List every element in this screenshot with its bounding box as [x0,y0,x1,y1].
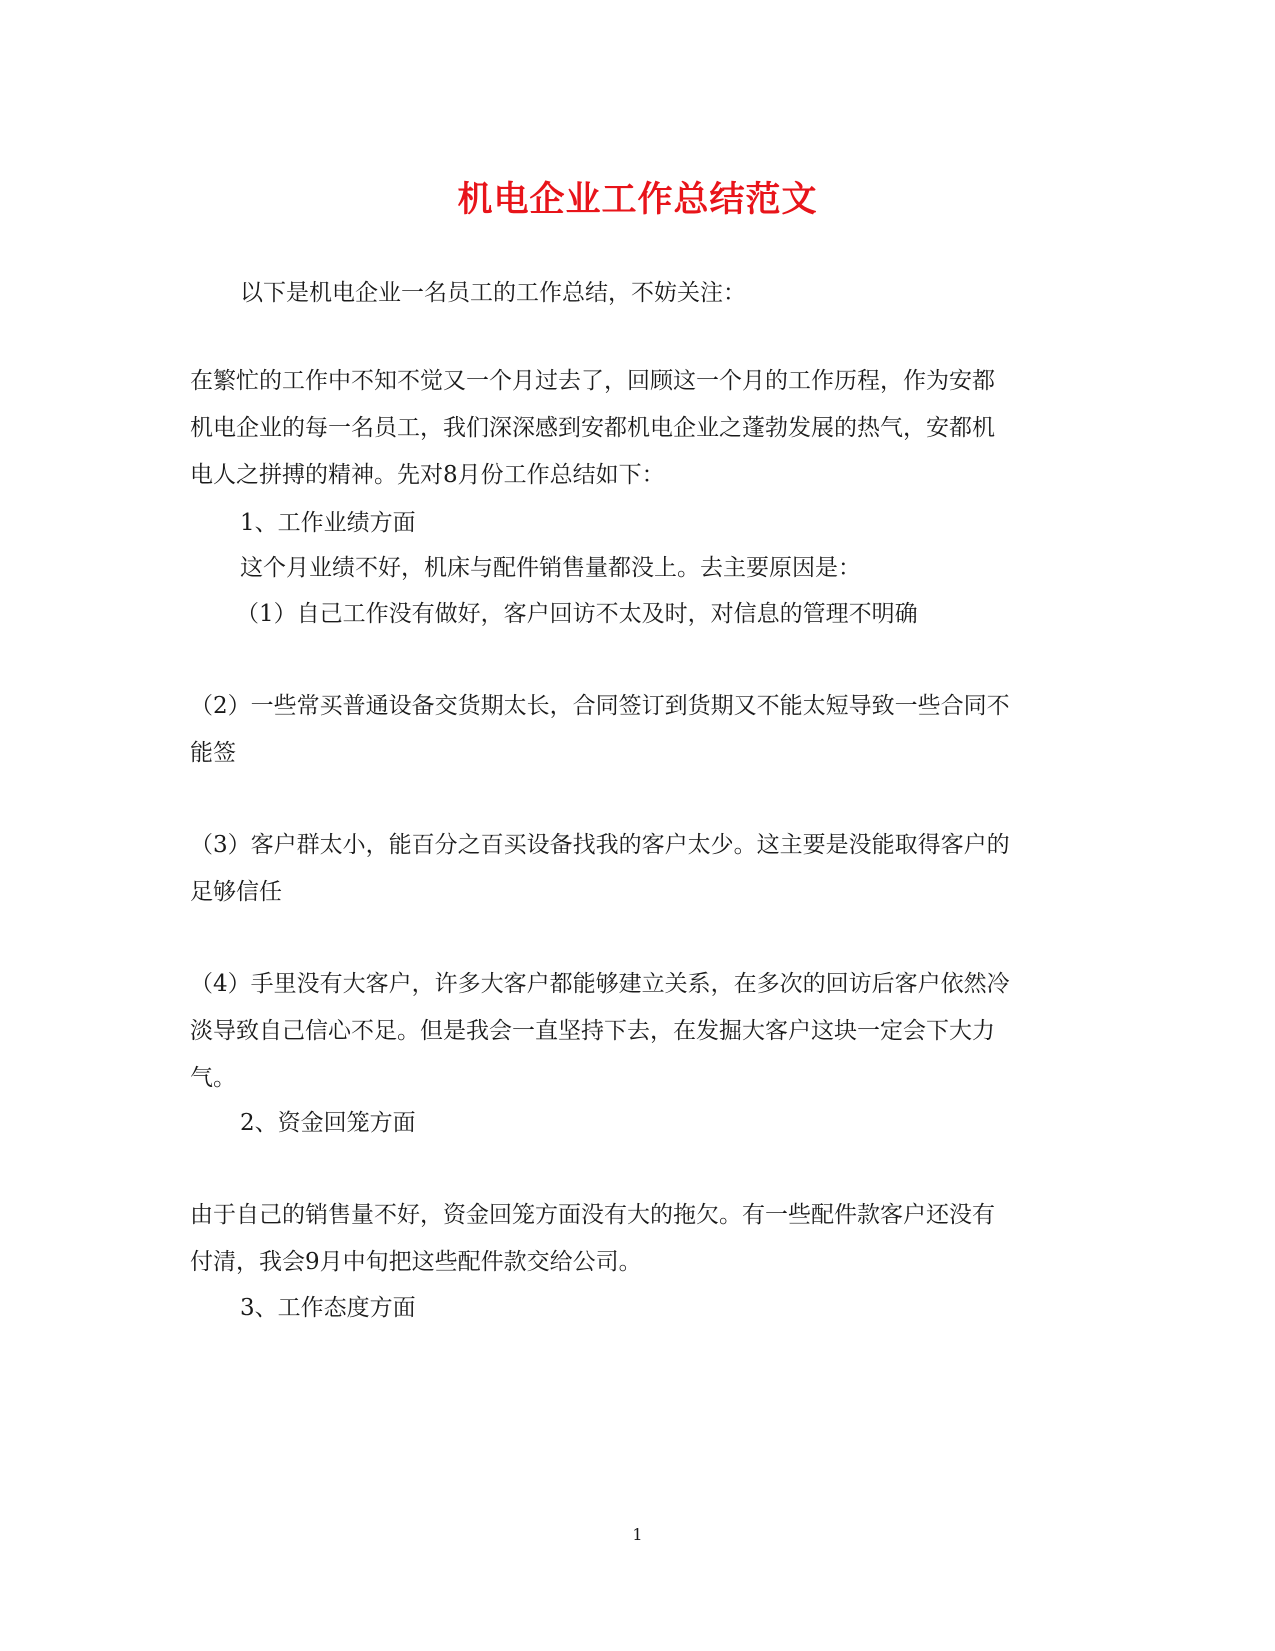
opening-line-1: 在繁忙的工作中不知不觉又一个月过去了，回顾这一个月的工作历程，作为安都 [190,368,995,394]
reason-4-line-2: 淡导致自己信心不足。但是我会一直坚持下去，在发掘大客户这块一定会下大力 [190,1018,995,1044]
section1-heading: 1、工作业绩方面 [240,510,416,536]
reason-3-line-1: （3）客户群太小，能百分之百买设备找我的客户太少。这主要是没能取得客户的 [190,832,1010,858]
opening-line-3: 电人之拼搏的精神。先对8月份工作总结如下： [190,462,665,488]
intro-paragraph: 以下是机电企业一名员工的工作总结，不妨关注： [240,280,746,306]
section1-summary: 这个月业绩不好，机床与配件销售量都没上。去主要原因是： [240,555,861,581]
opening-line-2: 机电企业的每一名员工，我们深深感到安都机电企业之蓬勃发展的热气，安都机 [190,415,995,441]
section2-line-2: 付清，我会9月中旬把这些配件款交给公司。 [190,1249,642,1275]
reason-1: （1）自己工作没有做好，客户回访不太及时，对信息的管理不明确 [236,601,918,627]
reason-4-line-1: （4）手里没有大客户，许多大客户都能够建立关系，在多次的回访后客户依然冷 [190,971,1010,997]
reason-2-line-2: 能签 [190,740,236,766]
section2-heading: 2、资金回笼方面 [240,1110,416,1136]
reason-4-line-3: 气。 [190,1065,236,1091]
section3-heading: 3、工作态度方面 [240,1295,416,1321]
reason-3-line-2: 足够信任 [190,879,282,905]
document-title: 机电企业工作总结范文 [457,179,818,220]
reason-2-line-1: （2）一些常买普通设备交货期太长，合同签订到货期又不能太短导致一些合同不 [190,693,1010,719]
section2-line-1: 由于自己的销售量不好，资金回笼方面没有大的拖欠。有一些配件款客户还没有 [190,1202,995,1228]
page-number: 1 [632,1525,643,1544]
